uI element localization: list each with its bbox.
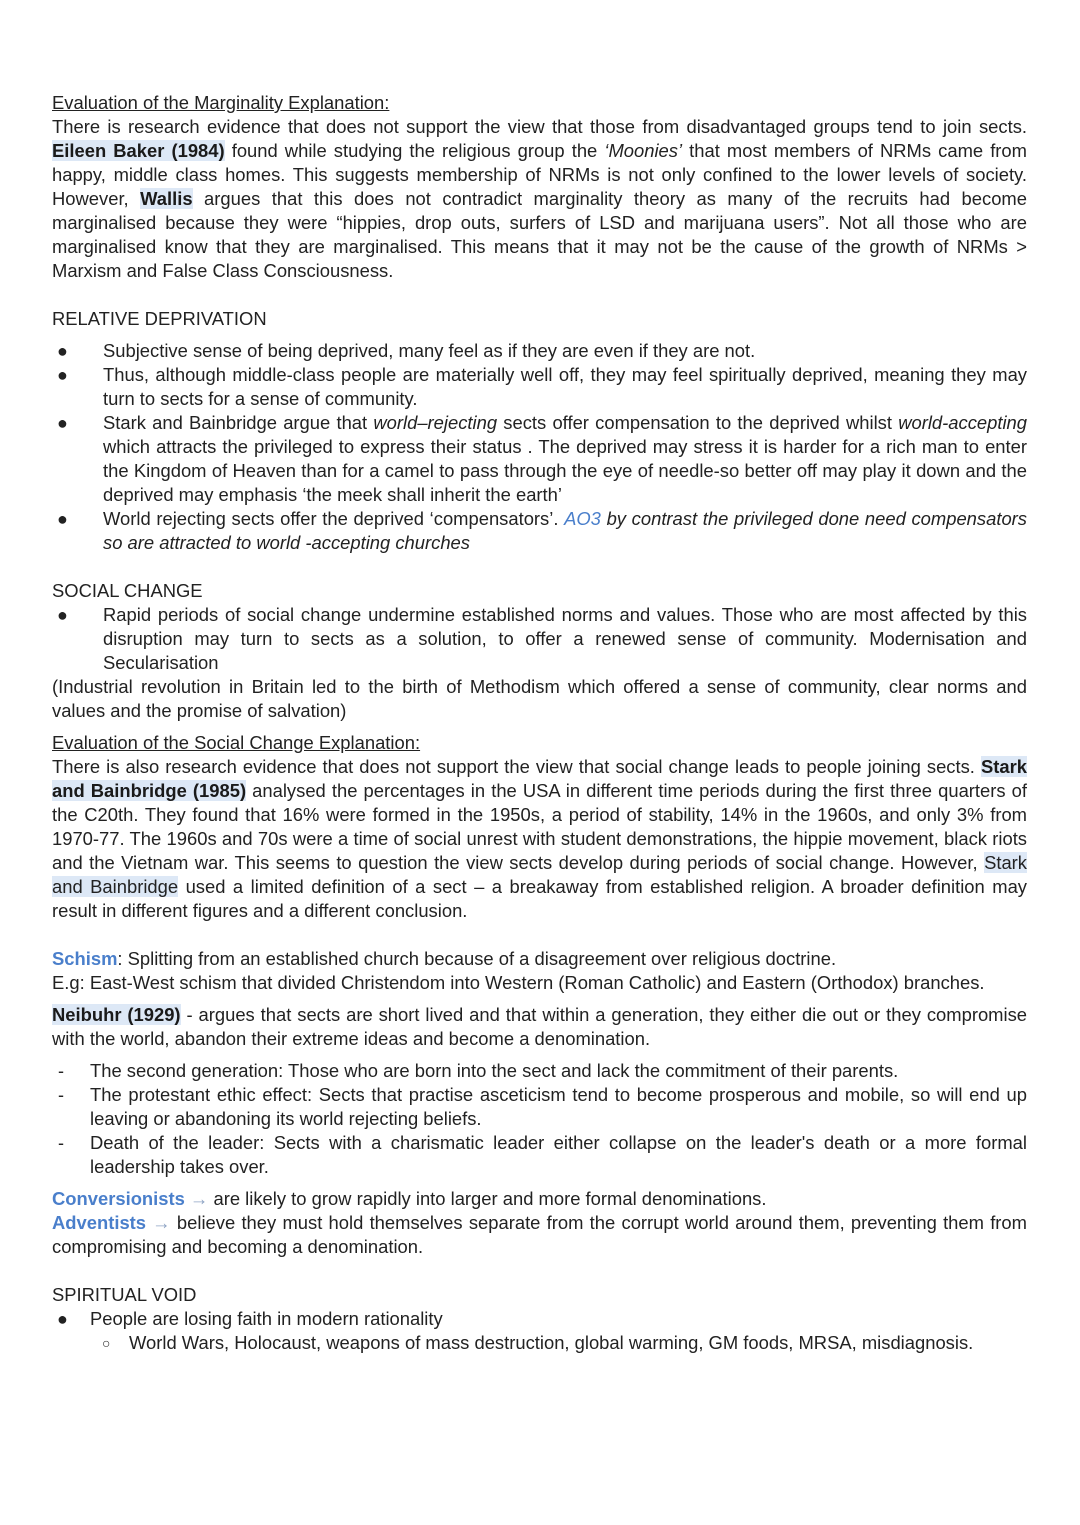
ao3-label: AO3 xyxy=(564,508,601,529)
dash-icon: - xyxy=(58,1085,64,1105)
neibuhr-citation: Neibuhr (1929) xyxy=(52,1004,181,1025)
stark-bainbridge-highlight: Stark and Bainbridge xyxy=(52,852,1027,897)
spiritual-void-heading: SPIRITUAL VOID xyxy=(52,1284,197,1305)
list-item: - Death of the leader: Sects with a charismatic leader either collapse on the leader's death or a more formal leadership takes over. xyxy=(58,1132,1027,1177)
schism-term: Schism xyxy=(52,948,118,969)
conversionists-line: Conversionists → are likely to grow rapidly into larger and more formal denominations. xyxy=(52,1188,767,1209)
bullet-icon: ● xyxy=(57,341,68,361)
relative-deprivation-list xyxy=(52,339,1027,555)
list-item: ● Subjective sense of being deprived, many feel as if they are even if they are not. xyxy=(57,340,756,361)
list-item: ○ World Wars, Holocaust, weapons of mass destruction, global warming, GM foods, MRSA, misdiagnosis. xyxy=(102,1332,974,1353)
spiritual-void-list xyxy=(52,1307,1027,1331)
wallis-citation: Wallis xyxy=(140,188,193,209)
stark-bainbridge-citation: Stark and Bainbridge (1985) xyxy=(52,756,1027,801)
schism-definition: Schism: Splitting from an established church because of a disagreement over religious doctrine. xyxy=(52,948,837,969)
document-page xyxy=(52,91,1027,1355)
schism-example: E.g: East-West schism that divided Christendom into Western (Roman Catholic) and Eastern (Orthodox) branches. xyxy=(52,972,985,993)
social-change-heading: SOCIAL CHANGE xyxy=(52,580,203,601)
social-change-list xyxy=(52,603,1027,675)
spiritual-void-sublist xyxy=(52,1331,1027,1355)
list-item: - The second generation: Those who are born into the sect and lack the commitment of their parents. xyxy=(58,1060,899,1081)
list-item: ● World rejecting sects offer the deprived ‘compensators’. AO3 by contrast the privileged done need compensators so are attracted to world -accepting churches xyxy=(57,508,1027,553)
bullet-icon: ● xyxy=(57,605,68,625)
eval-marginality-paragraph: There is research evidence that does not support the view that those from disadvantaged groups tend to join sects. Eileen Baker (1984) found while studying the religious group the ‘Moonies’ that most members of NRMs came from happy, middle class homes. This suggests membership of NRMs is not only confined to the lower levels of society. However, Wallis argues that this does not contradict marginality theory as many of the recruits had become marginalised because they were “hippies, drop outs, surfers of LSD and marijuana users”. Not all those who are marginalised know that they are marginalised. This means that it may not be the cause of the growth of NRMs > Marxism and False Class Consciousness. xyxy=(52,116,1027,281)
list-item: ● Rapid periods of social change undermine established norms and values. Those who are most affected by this disruption may turn to sects as a solution, to offer a renewed sense of community. Modernisation and Secularisation xyxy=(57,604,1027,673)
eval-social-change-heading: Evaluation of the Social Change Explanation: xyxy=(52,732,421,753)
dash-icon: - xyxy=(58,1061,64,1081)
adventists-term: Adventists xyxy=(52,1212,147,1233)
neibuhr-paragraph: Neibuhr (1929) - argues that sects are short lived and that within a generation, they either die out or they compromise with the world, abandon their extreme ideas and become a denomination. xyxy=(52,1004,1028,1049)
list-item: ● People are losing faith in modern rationality xyxy=(57,1308,443,1329)
circle-bullet-icon: ○ xyxy=(102,1335,111,1351)
conversionists-term: Conversionists xyxy=(52,1188,185,1209)
arrow-right-icon: → xyxy=(184,1188,214,1209)
bullet-icon: ● xyxy=(57,413,68,433)
relative-deprivation-heading: RELATIVE DEPRIVATION xyxy=(52,308,267,329)
social-change-note: (Industrial revolution in Britain led to the birth of Methodism which offered a sense of community, clear norms and values and the promise of salvation) xyxy=(52,676,1027,721)
baker-citation: Eileen Baker (1984) xyxy=(52,140,225,161)
bullet-icon: ● xyxy=(57,1309,68,1329)
arrow-right-icon: → xyxy=(146,1212,177,1233)
bullet-icon: ● xyxy=(57,509,68,529)
eval-social-change-paragraph: There is also research evidence that does not support the view that social change leads to people joining sects. Stark and Bainbridge (1985) analysed the percentages in the USA in different time periods during the first three quarters of the C20th. They found that 16% were formed in the 1950s, a period of stability, 14% in the 1960s, and only 3% from 1970-77. The 1960s and 70s were a time of social unrest with student demonstrations, the hippie movement, black riots and the Vietnam war. This seems to question the view sects develop during periods of social change. However, Stark and Bainbridge used a limited definition of a sect – a breakaway from established religion. A broader definition may result in different figures and a different conclusion. xyxy=(52,756,1028,921)
list-item: ● Stark and Bainbridge argue that world–rejecting sects offer compensation to the deprived whilst world-accepting which attracts the privileged to express their status . The deprived may stress it is harder for a rich man to enter the Kingdom of Heaven than for a camel to pass through the eye of needle-so better off may play it down and the deprived may emphasis ‘the meek shall inherit the earth’ xyxy=(57,412,1028,505)
list-item: ● Thus, although middle-class people are materially well off, they may feel spiritually deprived, meaning they may turn to sects for a sense of community. xyxy=(57,364,1027,409)
dash-icon: - xyxy=(58,1133,64,1153)
bullet-icon: ● xyxy=(57,365,68,385)
eval-marginality-heading: Evaluation of the Marginality Explanation: xyxy=(52,92,390,113)
list-item: - The protestant ethic effect: Sects that practise asceticism tend to become prosperous and mobile, so will end up leaving or abandoning its world rejecting beliefs. xyxy=(58,1084,1027,1129)
adventists-line: Adventists → believe they must hold themselves separate from the corrupt world around them, preventing them from compromising and becoming a denomination. xyxy=(52,1212,1027,1257)
neibuhr-list xyxy=(52,1059,1027,1179)
